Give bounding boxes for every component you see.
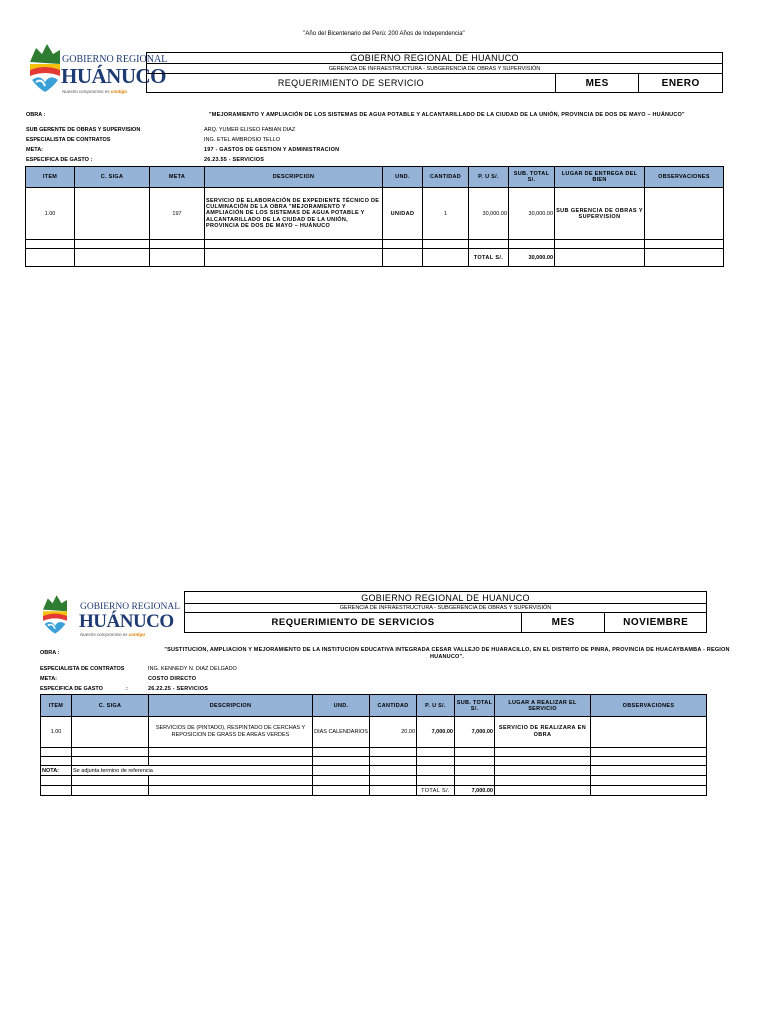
cell-subtotal: 7,000.00 (455, 717, 495, 748)
cell-cantidad: 20.00 (370, 717, 417, 748)
header-requirement: REQUERIMIENTO DE SERVICIO (147, 74, 556, 93)
logo-line1: GOBIERNO REGIONAL (80, 602, 181, 612)
especifica-gasto-label: ESPECIFICA DE GASTO (40, 686, 103, 692)
table-row (41, 748, 707, 757)
total-label: TOTAL S/. (417, 786, 455, 796)
header-subtitle: GERENCIA DE INFRAESTRUCTURA - SUBGERENCIA DE OBRAS Y SUPERVISIÓN (185, 604, 707, 613)
gobierno-regional-logo (28, 40, 168, 100)
especifica-gasto-value: 26.22.25 - SERVICIOS (148, 686, 209, 692)
cell-siga (72, 717, 149, 748)
cell-pu: 7,000.00 (417, 717, 455, 748)
col-header: ITEM (41, 695, 72, 717)
total-value: 30,000.00 (509, 249, 555, 267)
col-header: LUGAR DE ENTREGA DEL BIEN (555, 167, 645, 188)
table-row (26, 188, 724, 240)
col-header: C. SIGA (72, 695, 149, 717)
regional-emblem-icon (40, 592, 70, 640)
obra-label: OBRA : (40, 650, 60, 656)
header-mes-label: MES (522, 613, 605, 633)
meta-value: COSTO DIRECTO (148, 676, 197, 682)
header-table-1 (146, 52, 723, 93)
cell-lugar: SUB GERENCIA DE OBRAS Y SUPERVISION (555, 188, 645, 240)
obra-value: "SUSTITUCION, AMPLIACION Y MEJORAMIENTO DE LA INSTITUCION EDUCATIVA INTEGRADA CESAR VALLEJO DE HUARACILLO, EN EL DISTRITO DE PINRA, PROVINCIA DE HUACAYBAMBA - REGION HUANUCO". (164, 647, 730, 660)
cell-siga (75, 188, 150, 240)
logo-line2: HUÁNUCO (61, 64, 166, 88)
especialista-value: ING. KENNEDY N. DIAZ DELGADO (148, 666, 237, 672)
header-title: GOBIERNO REGIONAL DE HUANUCO (147, 53, 723, 64)
sub-gerente-label: SUB GERENTE DE OBRAS Y SUPERVISION (26, 127, 141, 133)
cell-lugar: SERVICIO DE REALIZARA EN OBRA (495, 717, 591, 748)
meta-label: META: (40, 676, 58, 682)
col-header: P. U S/. (469, 167, 509, 188)
especialista-label: ESPECIALISTA DE CONTRATOS (26, 137, 111, 143)
col-header: SUB. TOTAL S/. (509, 167, 555, 188)
table-row (41, 717, 707, 748)
cell-und: DIAS CALENDARIOS (313, 717, 370, 748)
header-subtitle: GERENCIA DE INFRAESTRUCTURA - SUBGERENCIA DE OBRAS Y SUPERVISIÓN (147, 64, 723, 74)
motto-text: "Año del Bicentenario del Perú: 200 Años de Independencia" (303, 31, 465, 37)
cell-observaciones (591, 717, 707, 748)
cell-descripcion: SERVICIO DE ELABORACIÓN DE EXPEDIENTE TÉCNICO DE CULMINACIÓN DE LA OBRA "MEJORAMIENTO Y AMPLIACIÓN DE LOS SISTEMAS DE AGUA POTABLE Y ALCANTARILLADO DE LA CIUDAD DE LA UNIÓN, PROVINCIA DE DOS DE MAYO – HUÁNUCO (205, 188, 383, 240)
table-row (26, 240, 724, 249)
header-mes-value: ENERO (639, 74, 723, 93)
cell-und: UNIDAD (383, 188, 423, 240)
table-row (41, 757, 707, 766)
col-header: ITEM (26, 167, 75, 188)
cell-subtotal: 30,000.00 (509, 188, 555, 240)
regional-emblem-icon (28, 40, 62, 100)
cell-observaciones (645, 188, 724, 240)
col-header: C. SIGA (75, 167, 150, 188)
col-header: OBSERVACIONES (645, 167, 724, 188)
table-row (41, 776, 707, 786)
header-requirement: REQUERIMIENTO DE SERVICIOS (185, 613, 522, 633)
cell-cantidad: 1 (423, 188, 469, 240)
logo-line1: GOBIERNO REGIONAL (62, 54, 168, 65)
col-header: CANTIDAD (370, 695, 417, 717)
total-value: 7,000.00 (455, 786, 495, 796)
col-header: P. U S/. (417, 695, 455, 717)
logo-line2: HUÁNUCO (79, 611, 174, 632)
header-title: GOBIERNO REGIONAL DE HUANUCO (185, 592, 707, 604)
items-table-2 (40, 694, 707, 796)
header-table-2 (184, 591, 707, 633)
cell-meta: 197 (150, 188, 205, 240)
total-label: TOTAL S/. (469, 249, 509, 267)
col-header: DESCRIPCION (205, 167, 383, 188)
logo-tagline: Nuestro compromiso es contigo (62, 89, 128, 94)
nota-label: NOTA: (41, 766, 72, 776)
meta-value: 197 - GASTOS DE GESTION Y ADMINISTRACION (204, 147, 340, 153)
especifica-gasto-label: ESPECIFICA DE GASTO : (26, 157, 93, 163)
gobierno-regional-logo (40, 592, 180, 640)
nota-value: Se adjunta termino de referencia (72, 766, 313, 776)
cell-item: 1.00 (41, 717, 72, 748)
logo-tagline: Nuestro compromiso es contigo (80, 632, 146, 637)
nota-row (41, 766, 707, 776)
especialista-value: ING. ETEL AMBROSIO TELLO (204, 137, 281, 143)
col-header: UND. (383, 167, 423, 188)
meta-label: META: (26, 147, 44, 153)
header-mes-value: NOVIEMBRE (605, 613, 707, 633)
header-mes-label: MES (555, 74, 638, 93)
total-row (26, 249, 724, 267)
cell-descripcion: SERVICIOS DE (PINTADO), RESPINTADO DE CERCHAS Y REPOSICION DE GRASS DE AREAS VERDES (149, 717, 313, 748)
col-header: LUGAR A REALIZAR EL SERVICIO (495, 695, 591, 717)
col-header: META (150, 167, 205, 188)
col-header: SUB. TOTAL S/. (455, 695, 495, 717)
especifica-gasto-value: 26.23.55 - SERVICIOS (204, 157, 265, 163)
cell-pu: 30,000.00 (469, 188, 509, 240)
cell-item: 1.00 (26, 188, 75, 240)
col-header: CANTIDAD (423, 167, 469, 188)
obra-label: OBRA : (26, 112, 46, 118)
col-header: DESCRIPCION (149, 695, 313, 717)
total-row (41, 786, 707, 796)
obra-value: "MEJORAMIENTO Y AMPLIACIÓN DE LOS SISTEMAS DE AGUA POTABLE Y ALCANTARILLADO DE LA CIUDAD DE LA UNIÓN, PROVINCIA DE DOS DE MAYO – HUÁNUCO" (209, 112, 685, 118)
col-header: OBSERVACIONES (591, 695, 707, 717)
col-header: UND. (313, 695, 370, 717)
especifica-gasto-separator: : (126, 686, 128, 692)
sub-gerente-value: ARQ. YUMER ELISEO FABIAN DIAZ (204, 127, 296, 133)
especialista-label: ESPECIALISTA DE CONTRATOS (40, 666, 125, 672)
items-table-1 (25, 166, 724, 267)
